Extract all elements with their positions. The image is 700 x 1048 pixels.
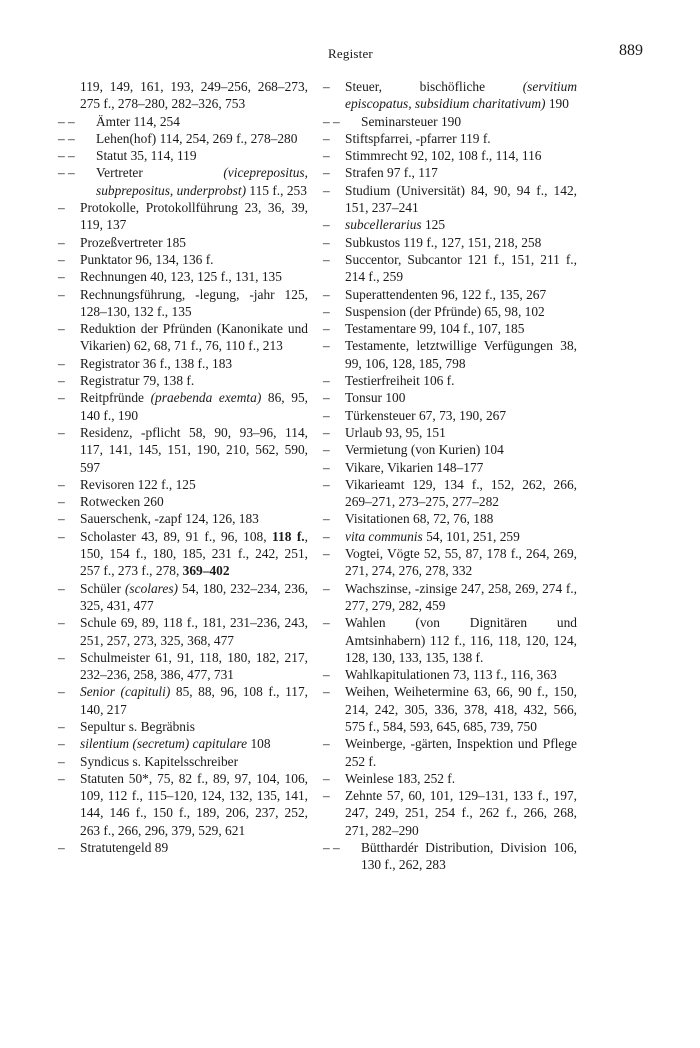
entry-text: Registrator 36 f., 138 f., 183 (80, 355, 233, 371)
entry-dash: – (323, 424, 330, 440)
entry-dash: – (323, 684, 330, 700)
index-entry (323, 113, 577, 130)
entry-text: Seminarsteuer 190 (361, 113, 462, 129)
index-column-right (323, 78, 577, 874)
entry-dash: – – (58, 165, 75, 181)
entry-dash: – (323, 442, 330, 458)
entry-text: Wahlkapitulationen 73, 113 f., 116, 363 (345, 667, 557, 683)
entry-dash: – (323, 251, 330, 267)
entry-dash: – (323, 373, 330, 389)
entry-dash: – (58, 528, 65, 544)
entry-dash: – (323, 148, 330, 164)
entry-text: Vermietung (von Kurien) 104 (345, 442, 504, 458)
entry-dash: – (323, 528, 330, 544)
entry-text: Steuer, bischöfliche (345, 79, 523, 94)
index-entry (58, 78, 308, 113)
entry-dash: – (323, 546, 330, 562)
entry-dash: – (323, 476, 330, 492)
index-entry (323, 337, 577, 372)
index-entry (323, 320, 577, 337)
entry-text: Reduktion der Pfründen (Kanonikate und Vikarien) 62, 68, 71 f., 76, 110 f., 213 (80, 321, 308, 354)
index-entry (58, 147, 308, 164)
entry-dash: – (58, 840, 65, 856)
entry-dash: – (58, 476, 65, 492)
entry-text: Vertreter (96, 165, 224, 181)
entry-text: vita communis (345, 528, 423, 544)
index-entry (58, 683, 308, 718)
index-entry (58, 476, 308, 493)
index-entry (323, 735, 577, 770)
index-entry (323, 441, 577, 458)
entry-text: Subkustos 119 f., 127, 151, 218, 258 (345, 234, 542, 250)
index-entry (58, 113, 308, 130)
index-entry (323, 389, 577, 406)
entry-text: Rechnungsführung, -legung, -jahr 125, 128–130, 132 f., 135 (80, 286, 308, 319)
entry-dash: – (323, 667, 330, 683)
index-entry (58, 839, 308, 856)
entry-text: Succentor, Subcantor 121 f., 151, 211 f., 214 f., 259 (345, 251, 577, 285)
entry-text: Türkensteuer 67, 73, 190, 267 (345, 407, 507, 423)
entry-text: Weinlese 183, 252 f. (345, 770, 456, 786)
entry-text: (servitium episcopatus, subsidium charitativum) (345, 79, 577, 112)
entry-dash: – (323, 182, 330, 198)
entry-text: Studium (Universität) 84, 90, 94 f., 142, 151, 237–241 (345, 182, 577, 216)
entry-dash: – (58, 494, 65, 510)
entry-text: Rechnungen 40, 123, 125 f., 131, 135 (80, 269, 282, 285)
entry-text: Zehnte 57, 60, 101, 129–131, 133 f., 197, 247, 249, 251, 254 f., 262 f., 266, 268, 271, 282–290 (345, 788, 577, 838)
entry-dash: – (58, 718, 65, 734)
entry-dash: – – (323, 113, 340, 129)
entry-text: Superattendenten 96, 122 f., 135, 267 (345, 286, 547, 302)
entry-text: Protokolle, Protokollführung 23, 36, 39, 119, 137 (80, 200, 308, 233)
index-entry (323, 303, 577, 320)
entry-text: Vikarieamt 129, 134 f., 152, 262, 266, 269–271, 273–275, 277–282 (345, 476, 577, 510)
index-entry (323, 839, 577, 874)
index-entry (58, 234, 308, 251)
index-entry (58, 320, 308, 355)
entry-dash: – – (323, 840, 340, 856)
index-entry (323, 251, 577, 286)
entry-dash: – (323, 338, 330, 354)
entry-dash: – (323, 511, 330, 527)
entry-text: Syndicus s. Kapitelsschreiber (80, 753, 239, 769)
index-entry (323, 614, 577, 666)
index-entry (323, 770, 577, 787)
entry-text: 86, 95, 140 f., 190 (80, 390, 308, 423)
entry-dash: – (323, 130, 330, 146)
index-column-left (58, 78, 308, 856)
entry-dash: – (58, 649, 65, 665)
running-title: Register (328, 46, 373, 61)
entry-text: Vikare, Vikarien 148–177 (345, 459, 484, 475)
index-entry (323, 164, 577, 181)
entry-dash: – – (58, 113, 75, 129)
index-entry (323, 510, 577, 527)
entry-text: Reitpfründe (80, 390, 151, 406)
index-entry (58, 355, 308, 372)
index-entry (323, 407, 577, 424)
entry-dash: – (323, 459, 330, 475)
index-entry (58, 424, 308, 476)
entry-dash: – (323, 165, 330, 181)
entry-dash: – (323, 770, 330, 786)
entry-text: Bütthardér Distribution, Division 106, 130 f., 262, 283 (361, 840, 577, 873)
index-entry (58, 389, 308, 424)
entry-text: Ämter 114, 254 (96, 113, 180, 129)
entry-dash: – (323, 407, 330, 423)
index-entry (58, 372, 308, 389)
entry-dash: – – (58, 130, 75, 146)
index-entry (58, 510, 308, 527)
entry-dash: – (58, 200, 65, 216)
entry-text: Punktator 96, 134, 136 f. (80, 251, 214, 267)
entry-dash: – (323, 788, 330, 804)
entry-text: Schulmeister 61, 91, 118, 180, 182, 217, 232–236, 258, 386, 477, 731 (80, 649, 308, 683)
page-number: 889 (619, 42, 643, 59)
entry-text: Suspension (der Pfründe) 65, 98, 102 (345, 303, 545, 319)
entry-dash: – (323, 580, 330, 596)
entry-text: Rotwecken 260 (80, 494, 164, 510)
entry-text: Testamentare 99, 104 f., 107, 185 (345, 321, 525, 337)
entry-text: Scholaster 43, 89, 91 f., 96, 108, (80, 528, 273, 544)
entry-text: 115 f., 253 (246, 182, 307, 198)
entry-text: Weinberge, -gärten, Inspektion und Pflege 252 f. (345, 736, 577, 769)
entry-dash: – (58, 753, 65, 769)
entry-text: Stimmrecht 92, 102, 108 f., 114, 116 (345, 148, 542, 164)
entry-text: 118 f. (272, 528, 305, 544)
entry-dash: – (58, 615, 65, 631)
entry-dash: – (323, 321, 330, 337)
entry-text: 119, 149, 161, 193, 249–256, 268–273, 275 f., 278–280, 282–326, 753 (80, 79, 308, 112)
index-entry (323, 372, 577, 389)
entry-text: (praebenda exemta) (150, 390, 262, 406)
entry-text: Prozeßvertreter 185 (80, 234, 186, 250)
entry-dash: – (58, 269, 65, 285)
entry-dash: – – (58, 148, 75, 164)
entry-text: Sepultur s. Begräbnis (80, 718, 195, 734)
page-header (58, 42, 643, 66)
entry-text: silentium (secretum) capitulare (80, 736, 248, 752)
index-entry (58, 493, 308, 510)
index-entry (323, 424, 577, 441)
index-entry (58, 718, 308, 735)
entry-text: (scolares) (124, 580, 179, 596)
index-entry (323, 216, 577, 233)
entry-text: Schule 69, 89, 118 f., 181, 231–236, 243, 251, 257, 273, 325, 368, 477 (80, 615, 308, 648)
entry-text: subcellerarius (345, 217, 422, 233)
entry-text: Senior (capituli) (80, 684, 171, 700)
entry-text: Schüler (80, 580, 125, 596)
index-entry (58, 614, 308, 649)
index-entry (323, 666, 577, 683)
entry-dash: – (323, 390, 330, 406)
index-entry (58, 580, 308, 615)
index-entry (323, 78, 577, 113)
entry-dash: – (323, 303, 330, 319)
entry-text: 54, 101, 251, 259 (422, 528, 520, 544)
index-entry (323, 787, 577, 839)
index-entry (323, 580, 577, 615)
entry-dash: – (323, 217, 330, 233)
index-entry (58, 286, 308, 321)
index-entry (323, 182, 577, 217)
entry-dash: – (58, 580, 65, 596)
entry-text: 108 (247, 736, 271, 752)
entry-text: Wachszinse, -zinsige 247, 258, 269, 274 f., 277, 279, 282, 459 (345, 580, 577, 613)
entry-text: Sauerschenk, -zapf 124, 126, 183 (80, 511, 259, 527)
index-entry (323, 459, 577, 476)
entry-text: Lehen(hof) 114, 254, 269 f., 278–280 (96, 130, 298, 146)
index-entry (58, 164, 308, 199)
entry-text: 125 (421, 217, 446, 233)
entry-text: Wahlen (von Dignitären und Amtsinhabern) 112 f., 116, 118, 120, 124, 128, 130, 133, 135, 138 f. (345, 615, 577, 665)
index-entry (323, 286, 577, 303)
entry-text: Tonsur 100 (345, 390, 406, 406)
entry-text: 190 (545, 96, 569, 112)
entry-text: 85, 88, 96, 108 f., 117, 140, 217 (80, 684, 308, 717)
entry-text: Stiftspfarrei, -pfarrer 119 f. (345, 130, 491, 146)
entry-dash: – (58, 424, 65, 440)
entry-dash: – (323, 286, 330, 302)
entry-dash: – (323, 234, 330, 250)
entry-text: Weihen, Weihetermine 63, 66, 90 f., 150, 214, 242, 305, 336, 378, 418, 432, 566, 575 f., 584, 593, 645, 685, 739, 750 (345, 684, 577, 734)
entry-text: Stratutengeld 89 (80, 840, 169, 856)
index-entry (323, 476, 577, 511)
index-entry (323, 545, 577, 580)
index-entry (58, 528, 308, 580)
entry-dash: – (58, 511, 65, 527)
entry-text: Statut 35, 114, 119 (96, 148, 197, 164)
index-entry (323, 130, 577, 147)
index-entry (58, 770, 308, 839)
entry-dash: – (323, 736, 330, 752)
index-entry (323, 683, 577, 735)
entry-dash: – (323, 615, 330, 631)
entry-dash: – (58, 321, 65, 337)
index-entry (58, 753, 308, 770)
index-entry (58, 649, 308, 684)
entry-dash: – (58, 736, 65, 752)
index-entry (58, 268, 308, 285)
index-entry (58, 199, 308, 234)
entry-dash: – (58, 251, 65, 267)
index-entry (58, 251, 308, 268)
entry-dash: – (58, 373, 65, 389)
entry-dash: – (58, 234, 65, 250)
entry-dash: – (58, 684, 65, 700)
index-entry (323, 234, 577, 251)
entry-dash: – (323, 79, 330, 94)
index-entry (323, 528, 577, 545)
entry-dash: – (58, 355, 65, 371)
entry-text: Registratur 79, 138 f. (80, 373, 195, 389)
entry-dash: – (58, 286, 65, 302)
entry-text: Vogtei, Vögte 52, 55, 87, 178 f., 264, 269, 271, 274, 276, 278, 332 (345, 546, 577, 579)
index-entry (323, 147, 577, 164)
entry-text: , 150, 154 f., 180, 185, 231 f., 242, 251, 257 f., 273 f., 278, (80, 528, 308, 579)
entry-text: Revisoren 122 f., 125 (80, 476, 196, 492)
entry-text: (viceprepositus, subprepositus, underprobst) (96, 165, 308, 198)
index-entry (58, 130, 308, 147)
entry-text: Visitationen 68, 72, 76, 188 (345, 511, 494, 527)
entry-text: 54, 180, 232–234, 236, 325, 431, 477 (80, 580, 308, 613)
entry-text: Testierfreiheit 106 f. (345, 373, 455, 389)
entry-text: Residenz, -pflicht 58, 90, 93–96, 114, 117, 141, 145, 151, 190, 210, 562, 590, 597 (80, 424, 308, 475)
index-entry (58, 735, 308, 752)
entry-text: Urlaub 93, 95, 151 (345, 424, 446, 440)
entry-text: 369–402 (182, 563, 230, 579)
entry-text: Statuten 50*, 75, 82 f., 89, 97, 104, 106, 109, 112 f., 115–120, 124, 132, 135, 141, 144, 146 f., 150 f., 189, 206, 237, 252, 263 f., 266, 296, 379, 529, 621 (80, 770, 308, 838)
entry-text: Testamente, letztwillige Verfügungen 38, 99, 106, 128, 185, 798 (345, 338, 577, 371)
entry-text: Strafen 97 f., 117 (345, 165, 438, 181)
entry-dash: – (58, 390, 65, 406)
entry-dash: – (58, 770, 65, 786)
